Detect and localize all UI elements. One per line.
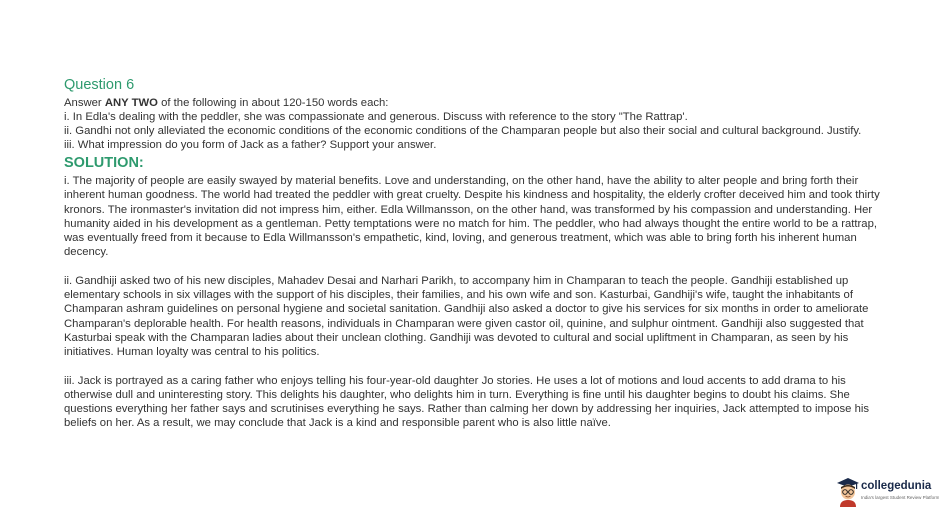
question-title: Question 6 (64, 77, 135, 93)
question-item-1: i. In Edla's dealing with the peddler, she was compassionate and generous. Discuss with reference to the story "The Rattrap'. (64, 111, 688, 123)
logo-name: collegedunia (861, 480, 932, 492)
solution-paragraph-2: ii. Gandhiji asked two of his new disciples, Mahadev Desai and Narhari Parikh, to accompany him in Champaran to teach the people. Gandhiji established up elementary schools in six villages with the support of his disciples, their families, and his own wife and son. Kasturbai, Gandhiji's wife, taught the inhabitants of Champaran ashram guidelines on personal hygiene and societal sanitation. Gandhiji also asked a doctor to give his services for six months in order to ameliorate Champaran's deplorable health. For health reasons, individuals in Champaran were given castor oil, quinine, and sulphur ointment. Gandhiji also suggested that Kasturbai speak with the Champaran ladies about their unclean clothing. Gandhiji was devoted to cultural and social upliftment in Champaran, as seen by his initiatives. Human loyalty was central to his politics. (64, 274, 869, 359)
graduate-mascot-icon (836, 477, 860, 507)
question-item-2: ii. Gandhi not only alleviated the economic conditions of the economic conditions of the Champaran people but also their social and cultural background. Justify. (64, 125, 862, 137)
solution-paragraph-3: iii. Jack is portrayed as a caring father who enjoys telling his four-year-old daughter Jo stories. He uses a lot of motions and loud accents to add drama to his otherwise dull and uninteresting story. This delights his daughter, who delights him in turn. Everything is fine until his daughter begins to doubt his claims. She questions everything her father says and scrutinises everything he says. Rather than calming her down by addressing her inquiries, Jack attempted to impose his beliefs on her. As a result, we may conclude that Jack is a kind and responsible parent who is also little naïve. (64, 374, 870, 430)
solution-title: SOLUTION: (64, 155, 144, 171)
collegedunia-logo (836, 476, 939, 508)
question-item-3: iii. What impression do you form of Jack as a father? Support your answer. (64, 139, 437, 151)
logo-tagline: India's largest Student Review Platform (861, 495, 939, 500)
question-intro (64, 96, 884, 110)
solution-paragraph-1: i. The majority of people are easily swayed by material benefits. Love and understanding, on the other hand, have the ability to alter people and bring forth their inherent human goodness. The world had treated the peddler with great cruelty. Despite his kindness and hospitality, the elderly crofter deceived him and took thirty kronors. The ironmaster's invitation did not impress him, either. Edla Willmansson, on the other hand, was transformed by his compassion and understanding. Her humanity aided in his development as a gentleman. Petty temptations were no match for him. The peddler, who had always thought the entire world to be a rattrap, was eventually freed from it because to Edla Willmansson's empathetic, kind, loving, and generous treatment, which was able to bring forth his inherent human decency. (64, 175, 880, 259)
intro-suffix: of the following in about 120-150 words each: (157, 97, 389, 109)
intro-prefix: Answer (64, 97, 105, 109)
document-content (64, 76, 884, 445)
intro-bold: ANY TWO (104, 97, 158, 109)
